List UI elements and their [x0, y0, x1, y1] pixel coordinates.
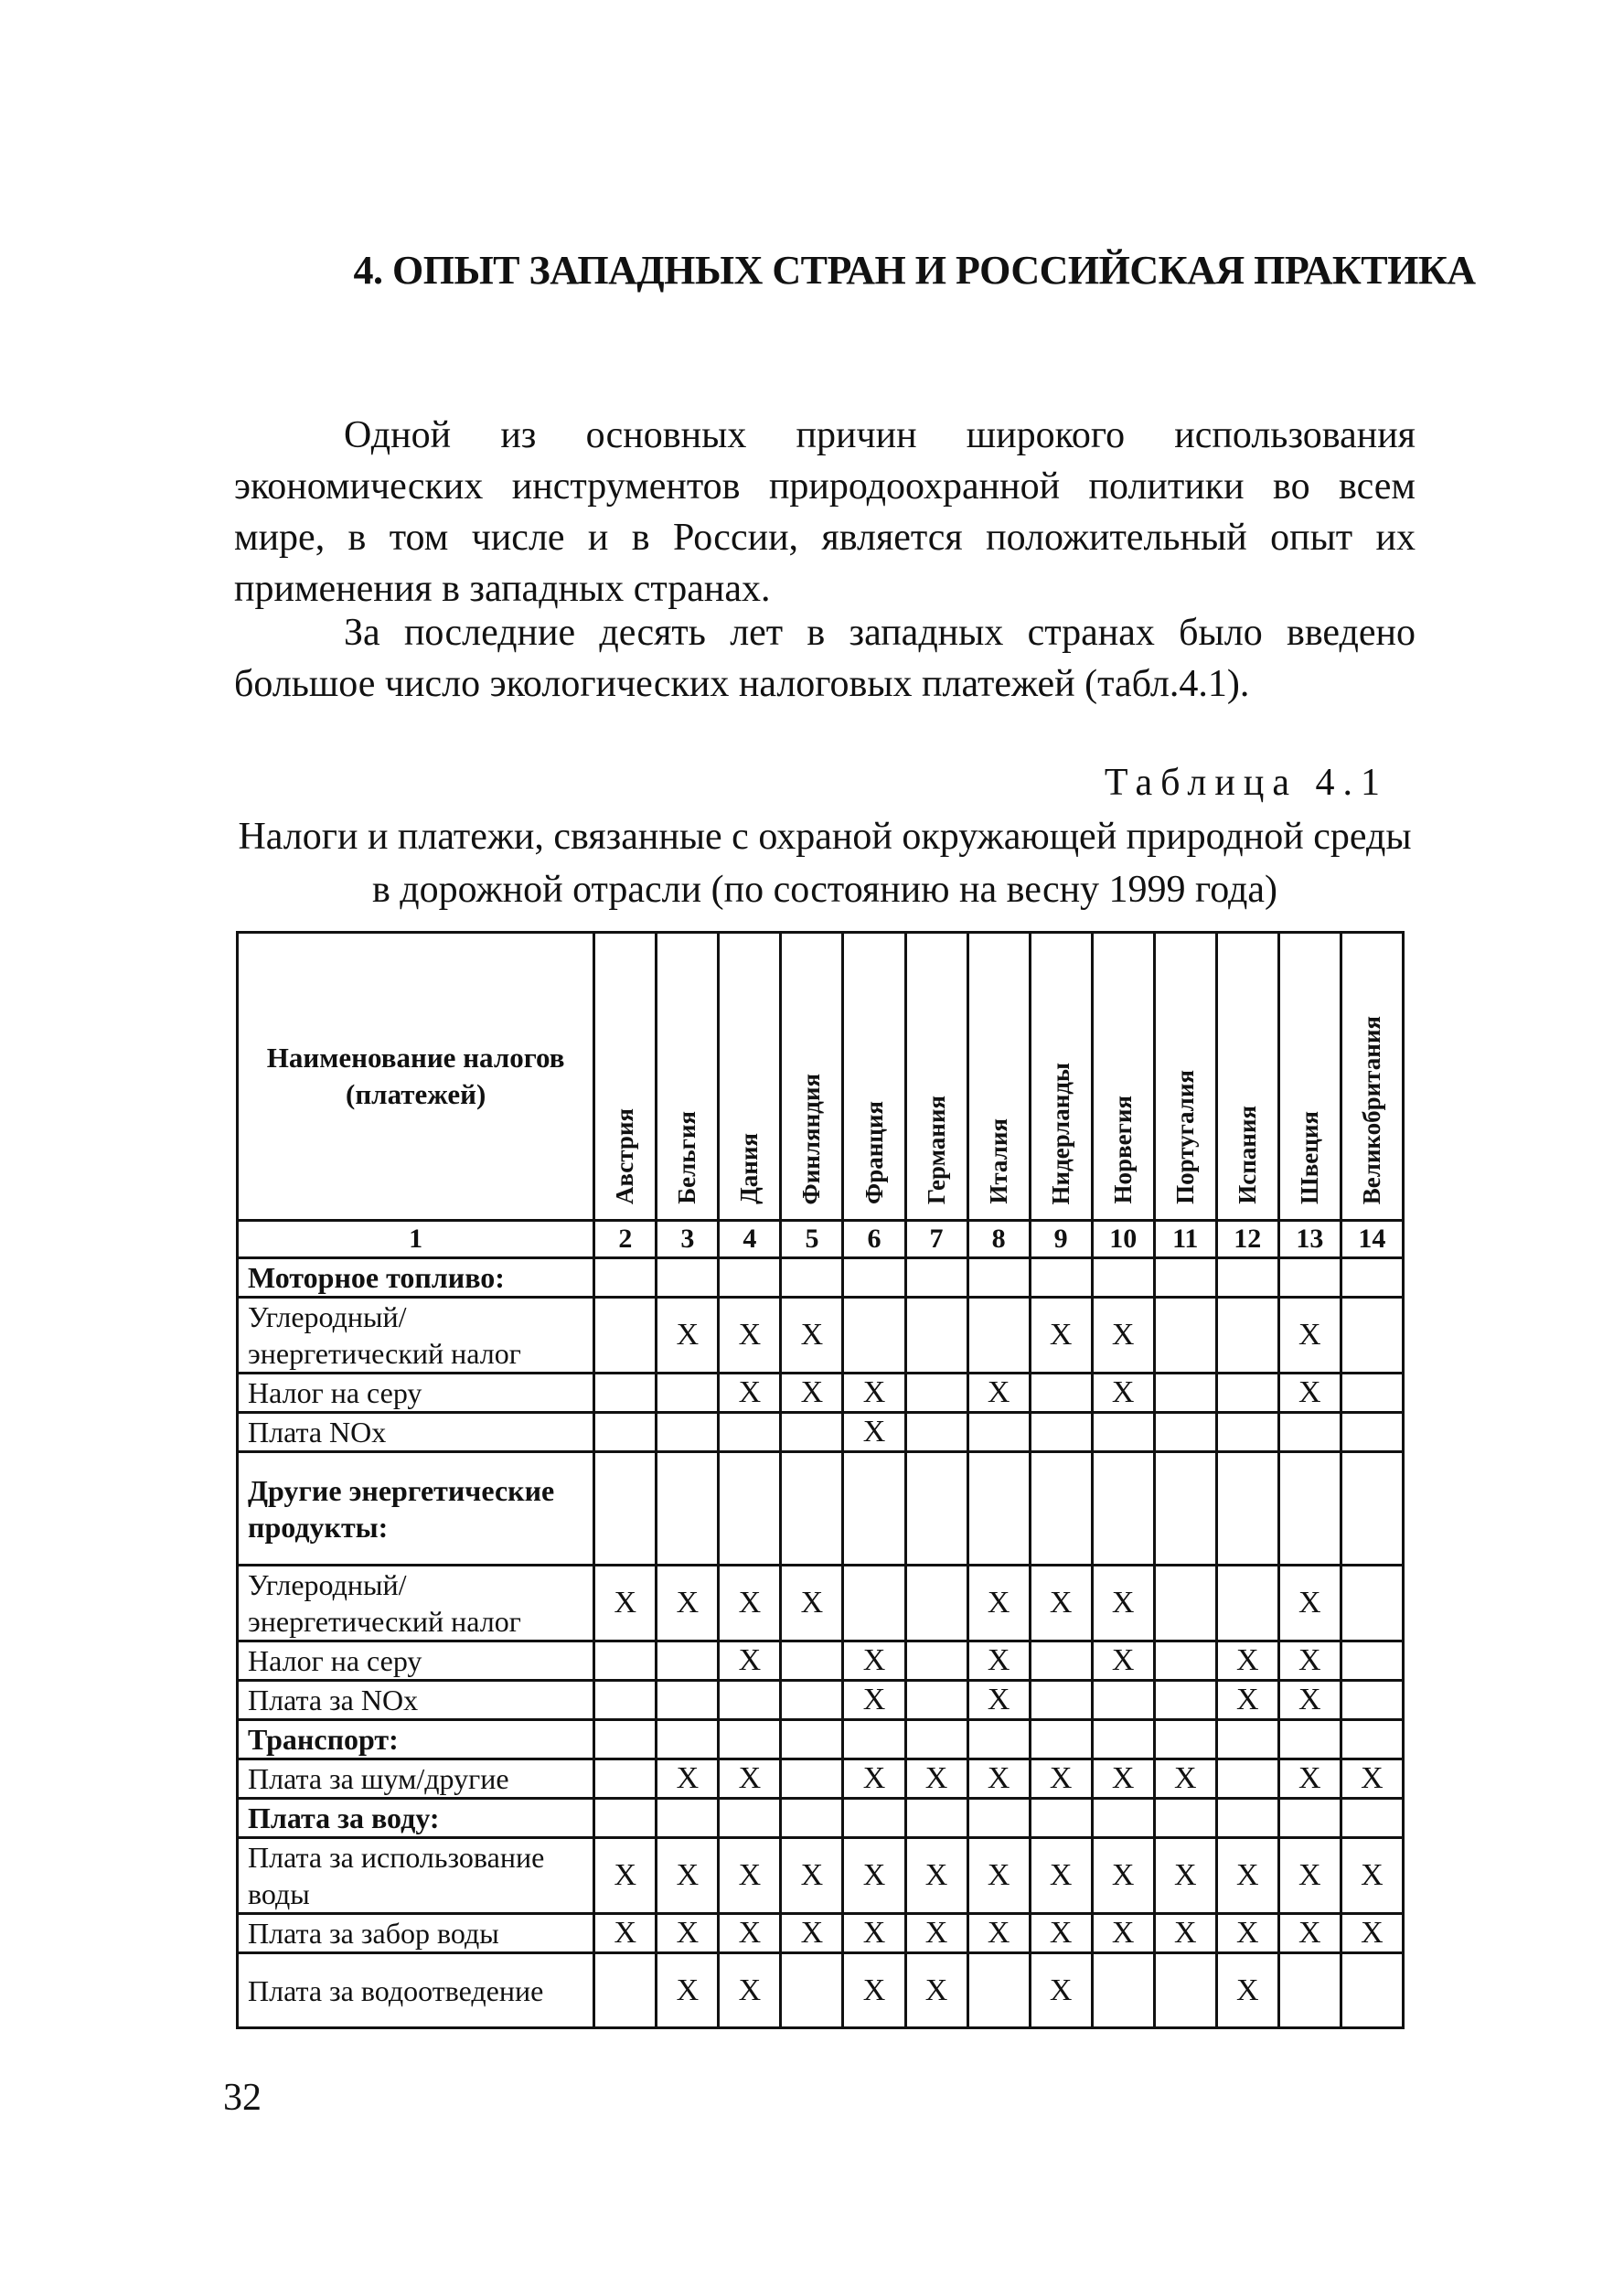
mark-cell: X: [1154, 1759, 1216, 1799]
mark-cell: X: [1216, 1641, 1278, 1681]
mark-cell: [843, 1720, 905, 1759]
country-header: [1216, 933, 1278, 1221]
tax-table: [236, 931, 1405, 2029]
mark-cell: X: [657, 1838, 719, 1914]
table-row: [238, 1681, 1404, 1720]
mark-cell: [594, 1413, 657, 1452]
country-label: Дания: [735, 1133, 764, 1204]
mark-cell: X: [1341, 1838, 1403, 1914]
mark-cell: [1154, 1641, 1216, 1681]
country-header: [594, 933, 657, 1221]
table-row: [238, 1953, 1404, 2028]
mark-cell: [719, 1720, 781, 1759]
mark-cell: [905, 1452, 967, 1566]
mark-cell: [1092, 1681, 1154, 1720]
mark-cell: [1030, 1799, 1092, 1838]
mark-cell: [1030, 1681, 1092, 1720]
mark-cell: X: [1092, 1914, 1154, 1953]
mark-cell: X: [1154, 1838, 1216, 1914]
mark-cell: [781, 1258, 843, 1298]
mark-cell: X: [1278, 1566, 1341, 1641]
mark-cell: [1154, 1298, 1216, 1374]
mark-cell: X: [594, 1566, 657, 1641]
mark-cell: X: [843, 1413, 905, 1452]
country-header: [1154, 933, 1216, 1221]
mark-cell: [905, 1641, 967, 1681]
mark-cell: X: [1030, 1759, 1092, 1799]
mark-cell: X: [781, 1374, 843, 1413]
country-label: Швеция: [1295, 1111, 1323, 1204]
mark-cell: X: [719, 1566, 781, 1641]
mark-cell: X: [781, 1298, 843, 1374]
mark-cell: X: [843, 1641, 905, 1681]
mark-cell: X: [843, 1838, 905, 1914]
country-label: Финляндия: [797, 1073, 826, 1204]
mark-cell: [1278, 1799, 1341, 1838]
mark-cell: [967, 1720, 1030, 1759]
table-caption: Налоги и платежи, связанные с охраной окружающей природной среды в дорожной отрасли (по состоянию на весну 1999 года): [238, 816, 1412, 911]
mark-cell: [657, 1413, 719, 1452]
mark-cell: X: [1092, 1838, 1154, 1914]
mark-cell: [594, 1799, 657, 1838]
table-row: [238, 1298, 1404, 1374]
mark-cell: [1216, 1413, 1278, 1452]
mark-cell: [1278, 1953, 1341, 2028]
mark-cell: X: [905, 1838, 967, 1914]
row-label: Плата за использование воды: [238, 1838, 594, 1914]
table-row: [238, 1914, 1404, 1953]
mark-cell: [905, 1799, 967, 1838]
mark-cell: X: [719, 1374, 781, 1413]
mark-cell: [1154, 1681, 1216, 1720]
mark-cell: [594, 1374, 657, 1413]
mark-cell: [594, 1641, 657, 1681]
paragraph-2: За последние десять лет в западных странах было введено большое число экологических налоговых платежей (табл.4.1).: [234, 612, 1416, 705]
mark-cell: X: [719, 1759, 781, 1799]
mark-cell: X: [594, 1838, 657, 1914]
mark-cell: X: [1278, 1759, 1341, 1799]
mark-cell: [967, 1799, 1030, 1838]
country-label: Нидерланды: [1046, 1062, 1074, 1204]
mark-cell: [1092, 1720, 1154, 1759]
mark-cell: X: [843, 1914, 905, 1953]
column-number: 13: [1278, 1221, 1341, 1258]
category-label: Другие энергетические продукты:: [238, 1452, 594, 1566]
mark-cell: [657, 1374, 719, 1413]
category-label: Плата за воду:: [238, 1799, 594, 1838]
mark-cell: [905, 1566, 967, 1641]
country-label: Германия: [922, 1095, 950, 1204]
mark-cell: [1341, 1413, 1403, 1452]
mark-cell: [719, 1258, 781, 1298]
mark-cell: X: [905, 1759, 967, 1799]
mark-cell: [905, 1258, 967, 1298]
mark-cell: X: [843, 1681, 905, 1720]
mark-cell: [1341, 1566, 1403, 1641]
mark-cell: X: [1216, 1914, 1278, 1953]
mark-cell: [843, 1452, 905, 1566]
mark-cell: [657, 1258, 719, 1298]
mark-cell: X: [967, 1914, 1030, 1953]
category-row: [238, 1258, 1404, 1298]
mark-cell: X: [719, 1914, 781, 1953]
country-header: [719, 933, 781, 1221]
mark-cell: [1216, 1720, 1278, 1759]
mark-cell: [781, 1953, 843, 2028]
paragraph-1: Одной из основных причин широкого использования экономических инструментов природоохранной политики во всем мире, в том числе и в России, является положительный опыт их применения в западных странах.: [234, 414, 1416, 610]
mark-cell: X: [594, 1914, 657, 1953]
mark-cell: X: [1278, 1681, 1341, 1720]
country-label: Франция: [860, 1101, 888, 1204]
mark-cell: [594, 1298, 657, 1374]
row-label: Плата за водоотведение: [238, 1953, 594, 2028]
mark-cell: X: [1030, 1298, 1092, 1374]
mark-cell: X: [1278, 1298, 1341, 1374]
mark-cell: [1092, 1452, 1154, 1566]
mark-cell: [1341, 1641, 1403, 1681]
row-label: Углеродный/энергетический налог: [238, 1298, 594, 1374]
mark-cell: X: [967, 1759, 1030, 1799]
mark-cell: [1216, 1759, 1278, 1799]
mark-cell: X: [657, 1759, 719, 1799]
mark-cell: X: [1278, 1914, 1341, 1953]
category-label: Моторное топливо:: [238, 1258, 594, 1298]
country-label: Португалия: [1170, 1070, 1199, 1204]
column-number: 5: [781, 1221, 843, 1258]
country-label: Великобритания: [1357, 1015, 1385, 1204]
mark-cell: [1030, 1641, 1092, 1681]
mark-cell: X: [657, 1298, 719, 1374]
mark-cell: X: [967, 1566, 1030, 1641]
mark-cell: [719, 1799, 781, 1838]
mark-cell: [967, 1953, 1030, 2028]
country-header: [905, 933, 967, 1221]
mark-cell: [1154, 1720, 1216, 1759]
mark-cell: [1030, 1413, 1092, 1452]
mark-cell: [1216, 1799, 1278, 1838]
mark-cell: [905, 1413, 967, 1452]
mark-cell: [1278, 1452, 1341, 1566]
country-header: [1030, 933, 1092, 1221]
row-label: Налог на серу: [238, 1374, 594, 1413]
country-label: Австрия: [611, 1107, 639, 1204]
mark-cell: [1278, 1413, 1341, 1452]
country-label: Бельгия: [673, 1111, 701, 1204]
country-header: [1092, 933, 1154, 1221]
country-label: Испания: [1233, 1106, 1261, 1204]
mark-cell: X: [843, 1759, 905, 1799]
mark-cell: [1154, 1374, 1216, 1413]
mark-cell: [1341, 1374, 1403, 1413]
header-row: [238, 933, 1404, 1221]
table-row: [238, 1759, 1404, 1799]
mark-cell: X: [843, 1953, 905, 2028]
row-label: Плата за забор воды: [238, 1914, 594, 1953]
mark-cell: [594, 1681, 657, 1720]
mark-cell: [843, 1258, 905, 1298]
column-number: 8: [967, 1221, 1030, 1258]
country-header: [967, 933, 1030, 1221]
mark-cell: [1030, 1452, 1092, 1566]
column-number: 10: [1092, 1221, 1154, 1258]
mark-cell: [1341, 1298, 1403, 1374]
mark-cell: X: [1154, 1914, 1216, 1953]
category-row: [238, 1720, 1404, 1759]
mark-cell: X: [967, 1681, 1030, 1720]
mark-cell: X: [657, 1914, 719, 1953]
mark-cell: [905, 1681, 967, 1720]
table-row: [238, 1374, 1404, 1413]
mark-cell: X: [1092, 1566, 1154, 1641]
mark-cell: X: [719, 1298, 781, 1374]
table-row: [238, 1413, 1404, 1452]
mark-cell: X: [1216, 1838, 1278, 1914]
mark-cell: X: [905, 1914, 967, 1953]
mark-cell: [1154, 1413, 1216, 1452]
mark-cell: X: [967, 1641, 1030, 1681]
mark-cell: [1030, 1720, 1092, 1759]
mark-cell: [1341, 1720, 1403, 1759]
mark-cell: [1341, 1258, 1403, 1298]
mark-cell: [594, 1452, 657, 1566]
column-number: 14: [1341, 1221, 1403, 1258]
mark-cell: X: [1030, 1566, 1092, 1641]
category-label: Транспорт:: [238, 1720, 594, 1759]
mark-cell: [1216, 1452, 1278, 1566]
mark-cell: [843, 1298, 905, 1374]
mark-cell: [594, 1258, 657, 1298]
column-number: 6: [843, 1221, 905, 1258]
mark-cell: X: [1278, 1374, 1341, 1413]
mark-cell: X: [719, 1953, 781, 2028]
mark-cell: X: [967, 1374, 1030, 1413]
mark-cell: [1216, 1258, 1278, 1298]
column-number-row: [238, 1221, 1404, 1258]
column-number: 9: [1030, 1221, 1092, 1258]
mark-cell: [657, 1799, 719, 1838]
mark-cell: X: [1278, 1838, 1341, 1914]
mark-cell: [781, 1413, 843, 1452]
country-label: Италия: [984, 1118, 1012, 1204]
mark-cell: X: [657, 1566, 719, 1641]
mark-cell: [967, 1452, 1030, 1566]
page-number: 32: [223, 2077, 262, 2119]
mark-cell: [1092, 1953, 1154, 2028]
mark-cell: X: [781, 1838, 843, 1914]
mark-cell: [1341, 1681, 1403, 1720]
mark-cell: X: [1341, 1759, 1403, 1799]
country-header: [843, 933, 905, 1221]
column-number: 11: [1154, 1221, 1216, 1258]
mark-cell: X: [781, 1914, 843, 1953]
mark-cell: [1216, 1298, 1278, 1374]
name-column-header: Наименование налогов (платежей): [238, 933, 594, 1221]
mark-cell: X: [1092, 1298, 1154, 1374]
mark-cell: [1092, 1413, 1154, 1452]
mark-cell: [657, 1681, 719, 1720]
column-number: 7: [905, 1221, 967, 1258]
row-label: Плата за шум/другие: [238, 1759, 594, 1799]
category-row: [238, 1799, 1404, 1838]
mark-cell: [1154, 1799, 1216, 1838]
country-label: Норвегия: [1108, 1096, 1137, 1204]
country-header: [781, 933, 843, 1221]
mark-cell: [1341, 1799, 1403, 1838]
mark-cell: [781, 1452, 843, 1566]
mark-cell: [905, 1720, 967, 1759]
mark-cell: X: [1030, 1914, 1092, 1953]
mark-cell: [1341, 1953, 1403, 2028]
mark-cell: X: [1341, 1914, 1403, 1953]
mark-cell: [843, 1566, 905, 1641]
mark-cell: [781, 1759, 843, 1799]
mark-cell: X: [1092, 1641, 1154, 1681]
mark-cell: [1154, 1258, 1216, 1298]
mark-cell: X: [1278, 1641, 1341, 1681]
mark-cell: X: [1030, 1838, 1092, 1914]
mark-cell: X: [719, 1838, 781, 1914]
mark-cell: X: [1092, 1759, 1154, 1799]
mark-cell: [781, 1681, 843, 1720]
row-label: Плата NOx: [238, 1413, 594, 1452]
column-number: 12: [1216, 1221, 1278, 1258]
mark-cell: [1030, 1258, 1092, 1298]
mark-cell: [657, 1641, 719, 1681]
mark-cell: X: [905, 1953, 967, 2028]
mark-cell: [781, 1720, 843, 1759]
table-row: [238, 1838, 1404, 1914]
mark-cell: [1341, 1452, 1403, 1566]
mark-cell: [594, 1720, 657, 1759]
mark-cell: [1216, 1374, 1278, 1413]
country-header: [1341, 933, 1403, 1221]
row-label: Плата за NOx: [238, 1681, 594, 1720]
mark-cell: [1216, 1566, 1278, 1641]
mark-cell: X: [1030, 1953, 1092, 2028]
table-row: [238, 1566, 1404, 1641]
mark-cell: [1278, 1720, 1341, 1759]
mark-cell: X: [1216, 1953, 1278, 2028]
mark-cell: [657, 1452, 719, 1566]
section-heading: 4. ОПЫТ ЗАПАДНЫХ СТРАН И РОССИЙСКАЯ ПРАКТИКА: [353, 248, 1476, 293]
row-label: Углеродный/энергетический налог: [238, 1566, 594, 1641]
mark-cell: [1030, 1374, 1092, 1413]
mark-cell: [657, 1720, 719, 1759]
column-number: 4: [719, 1221, 781, 1258]
mark-cell: [1092, 1799, 1154, 1838]
mark-cell: [967, 1298, 1030, 1374]
table-body: [238, 1258, 1404, 2028]
mark-cell: [1092, 1258, 1154, 1298]
mark-cell: [905, 1374, 967, 1413]
row-label: Налог на серу: [238, 1641, 594, 1681]
mark-cell: X: [843, 1374, 905, 1413]
mark-cell: [843, 1799, 905, 1838]
mark-cell: X: [657, 1953, 719, 2028]
mark-cell: [594, 1759, 657, 1799]
mark-cell: [967, 1258, 1030, 1298]
category-row: [238, 1452, 1404, 1566]
mark-cell: [1278, 1258, 1341, 1298]
mark-cell: [905, 1298, 967, 1374]
mark-cell: [594, 1953, 657, 2028]
column-number: 1: [238, 1221, 594, 1258]
mark-cell: X: [1216, 1681, 1278, 1720]
table-label: Таблица 4.1: [1104, 762, 1388, 804]
mark-cell: [967, 1413, 1030, 1452]
country-header: [1278, 933, 1341, 1221]
mark-cell: [719, 1413, 781, 1452]
column-number: 3: [657, 1221, 719, 1258]
mark-cell: [719, 1681, 781, 1720]
table-row: [238, 1641, 1404, 1681]
mark-cell: [781, 1641, 843, 1681]
mark-cell: [1154, 1452, 1216, 1566]
mark-cell: X: [1092, 1374, 1154, 1413]
country-header: [657, 933, 719, 1221]
mark-cell: X: [781, 1566, 843, 1641]
mark-cell: [1154, 1566, 1216, 1641]
mark-cell: X: [719, 1641, 781, 1681]
mark-cell: [781, 1799, 843, 1838]
mark-cell: [1154, 1953, 1216, 2028]
mark-cell: X: [967, 1838, 1030, 1914]
column-number: 2: [594, 1221, 657, 1258]
mark-cell: [719, 1452, 781, 1566]
